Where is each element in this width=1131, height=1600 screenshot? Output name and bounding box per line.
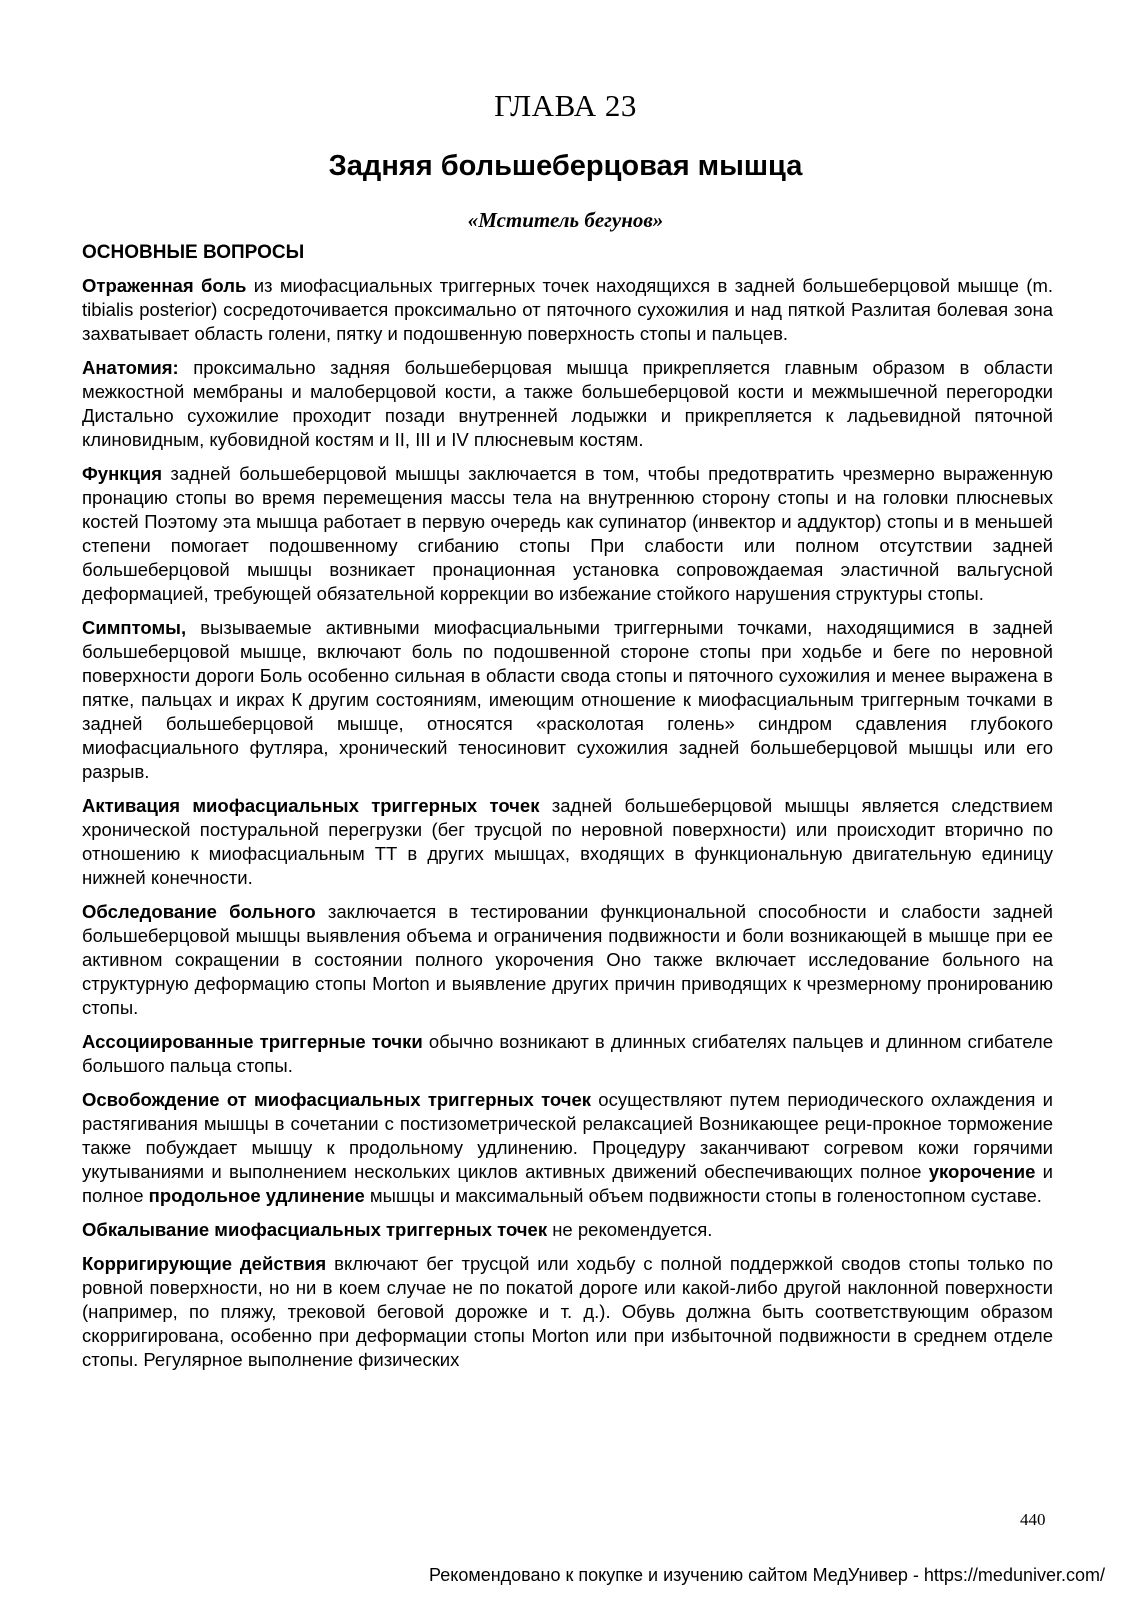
epigraph: «Мститель бегунов» <box>467 208 664 232</box>
paragraph-lead: Корригирующие действия <box>82 1253 327 1274</box>
paragraph-symptoms <box>82 616 1053 784</box>
paragraph-release <box>82 1088 1053 1208</box>
paragraph-text: и полное <box>82 1161 1053 1206</box>
footer-note: Рекомендовано к покупке и изучению сайтом МедУнивер - https://meduniver.com/ <box>429 1565 1105 1585</box>
paragraph-injection <box>82 1218 1053 1242</box>
paragraph-lead: Отраженная боль <box>82 275 247 296</box>
paragraph-emphasis: продольное удлинение <box>148 1185 365 1206</box>
paragraph-lead: Функция <box>82 463 163 484</box>
paragraph-referred-pain <box>82 274 1053 346</box>
paragraph-lead: Активация миофасциальных триггерных точек <box>82 795 540 816</box>
paragraph-lead: Освобождение от миофасциальных триггерных точек <box>82 1089 592 1110</box>
paragraph-lead: Обкалывание миофасциальных триггерных точек <box>82 1219 548 1240</box>
paragraph-text: не рекомендуется. <box>547 1219 713 1240</box>
paragraph-corrective-actions <box>82 1252 1053 1372</box>
paragraph-associated-points <box>82 1030 1053 1078</box>
section-heading: ОСНОВНЫЕ ВОПРОСЫ <box>82 242 305 263</box>
chapter-number: ГЛАВА 23 <box>494 88 637 123</box>
page-number: 440 <box>1020 1510 1046 1529</box>
paragraph-text: мышцы и максимальный объем подвижности стопы в голеностопном суставе. <box>364 1185 1042 1206</box>
paragraph-text: задней большеберцовой мышцы является следствием хронической постуральной перегрузки (бег трусцой по неровной поверхности) или происходит вторично по отношению к миофасциальным ТТ в других мышцах, входящих в функциональную двигательную единицу нижней конечности. <box>82 795 1053 888</box>
paragraph-emphasis: укорочение <box>928 1161 1036 1182</box>
paragraph-lead: Обследование больного <box>82 901 316 922</box>
main-content <box>82 240 1053 1382</box>
paragraph-activation <box>82 794 1053 890</box>
paragraph-anatomy <box>82 356 1053 452</box>
paragraph-lead: Анатомия: <box>82 357 179 378</box>
paragraph-text: осуществляют путем периодического охлаждения и растягивания мышцы в сочетании с постизометрической релаксацией Возникающее реци-прокное торможение также побуждает мышцу к продольному удлинению. Процедуру заканчивают согревом кожи горячими укутываниями и выполнением нескольких циклов активных движений обеспечивающих полное <box>82 1089 1053 1182</box>
paragraph-text: обычно возникают в длинных сгибателях пальцев и длинном сгибателе большого пальца стопы. <box>82 1031 1054 1076</box>
paragraph-text: включают бег трусцой или ходьбу с полной поддержкой сводов стопы только по ровной поверхности, но ни в коем случае не по покатой дороге или какой-либо другой наклонной поверхности (например, по пляжу, трековой беговой дорожке и т. д.). Обувь должна быть соответствующим образом скорригирована, особенно при деформации стопы Morton или при избыточной подвижности в среднем отделе стопы. Регулярное выполнение физических <box>82 1253 1053 1370</box>
paragraph-examination <box>82 900 1053 1020</box>
paragraph-text: из миофасциальных триггерных точек находящихся в задней большеберцовой мышце (m. tibialis posterior) сосредоточивается проксимально от пяточного сухожилия и над пяткой Разлитая болевая зона захватывает область голени, пятку и подошвенную поверхность стопы и пальцев. <box>82 275 1053 344</box>
chapter-title: Задняя большеберцовая мышца <box>328 150 803 182</box>
paragraph-function <box>82 462 1053 606</box>
paragraph-text: вызываемые активными миофасциальными триггерными точками, находящимися в задней большеберцовой мышце, включают боль по подошвенной стороне стопы при ходьбе и беге по неровной поверхности дороги Боль особенно сильная в области свода стопы и пяточного сухожилия и менее выражена в пятке, пальцах и икрах К другим состояниям, имеющим отношение к миофасциальным триггерным точками в задней большеберцовой мышце, относятся «расколотая голень» синдром сдавления глубокого миофасциального футляра, хронический теносиновит сухожилия задней большеберцовой мышцы или его разрыв. <box>82 617 1053 782</box>
paragraph-text: задней большеберцовой мышцы заключается в том, чтобы предотвратить чрезмерно выраженную пронацию стопы во время перемещения массы тела на внутреннюю сторону стопы и на головки плюсневых костей Поэтому эта мышца работает в первую очередь как супинатор (инвектор и аддуктор) стопы и в меньшей степени помогает подошвенному сгибанию стопы При слабости или полном отсутствии задней большеберцовой мышцы возникает пронационная установка сопровождаемая эластичной вальгусной деформацией, требующей обязательной коррекции во избежание стойкого нарушения структуры стопы. <box>82 463 1053 604</box>
paragraph-text: проксимально задняя большеберцовая мышца прикрепляется главным образом в области межкостной мембраны и малоберцовой кости, а также большеберцовой кости и межмышечной перегородки Дистально сухожилие проходит позади внутренней лодыжки и прикрепляется к ладьевидной пяточной клиновидным, кубовидной костям и II, III и IV плюсневым костям. <box>82 357 1053 450</box>
paragraph-text: заключается в тестировании функциональной способности и слабости задней большеберцовой мышцы выявления объема и ограничения подвижности и боли возникающей в мышце при ее активном сокращении в состоянии полного укорочения Оно также включает исследование больного на структурную деформацию стопы Morton и выявление других причин приводящих к чрезмерному пронированию стопы. <box>82 901 1053 1018</box>
paragraph-lead: Симптомы, <box>82 617 187 638</box>
paragraph-lead: Ассоциированные триггерные точки <box>82 1031 423 1052</box>
